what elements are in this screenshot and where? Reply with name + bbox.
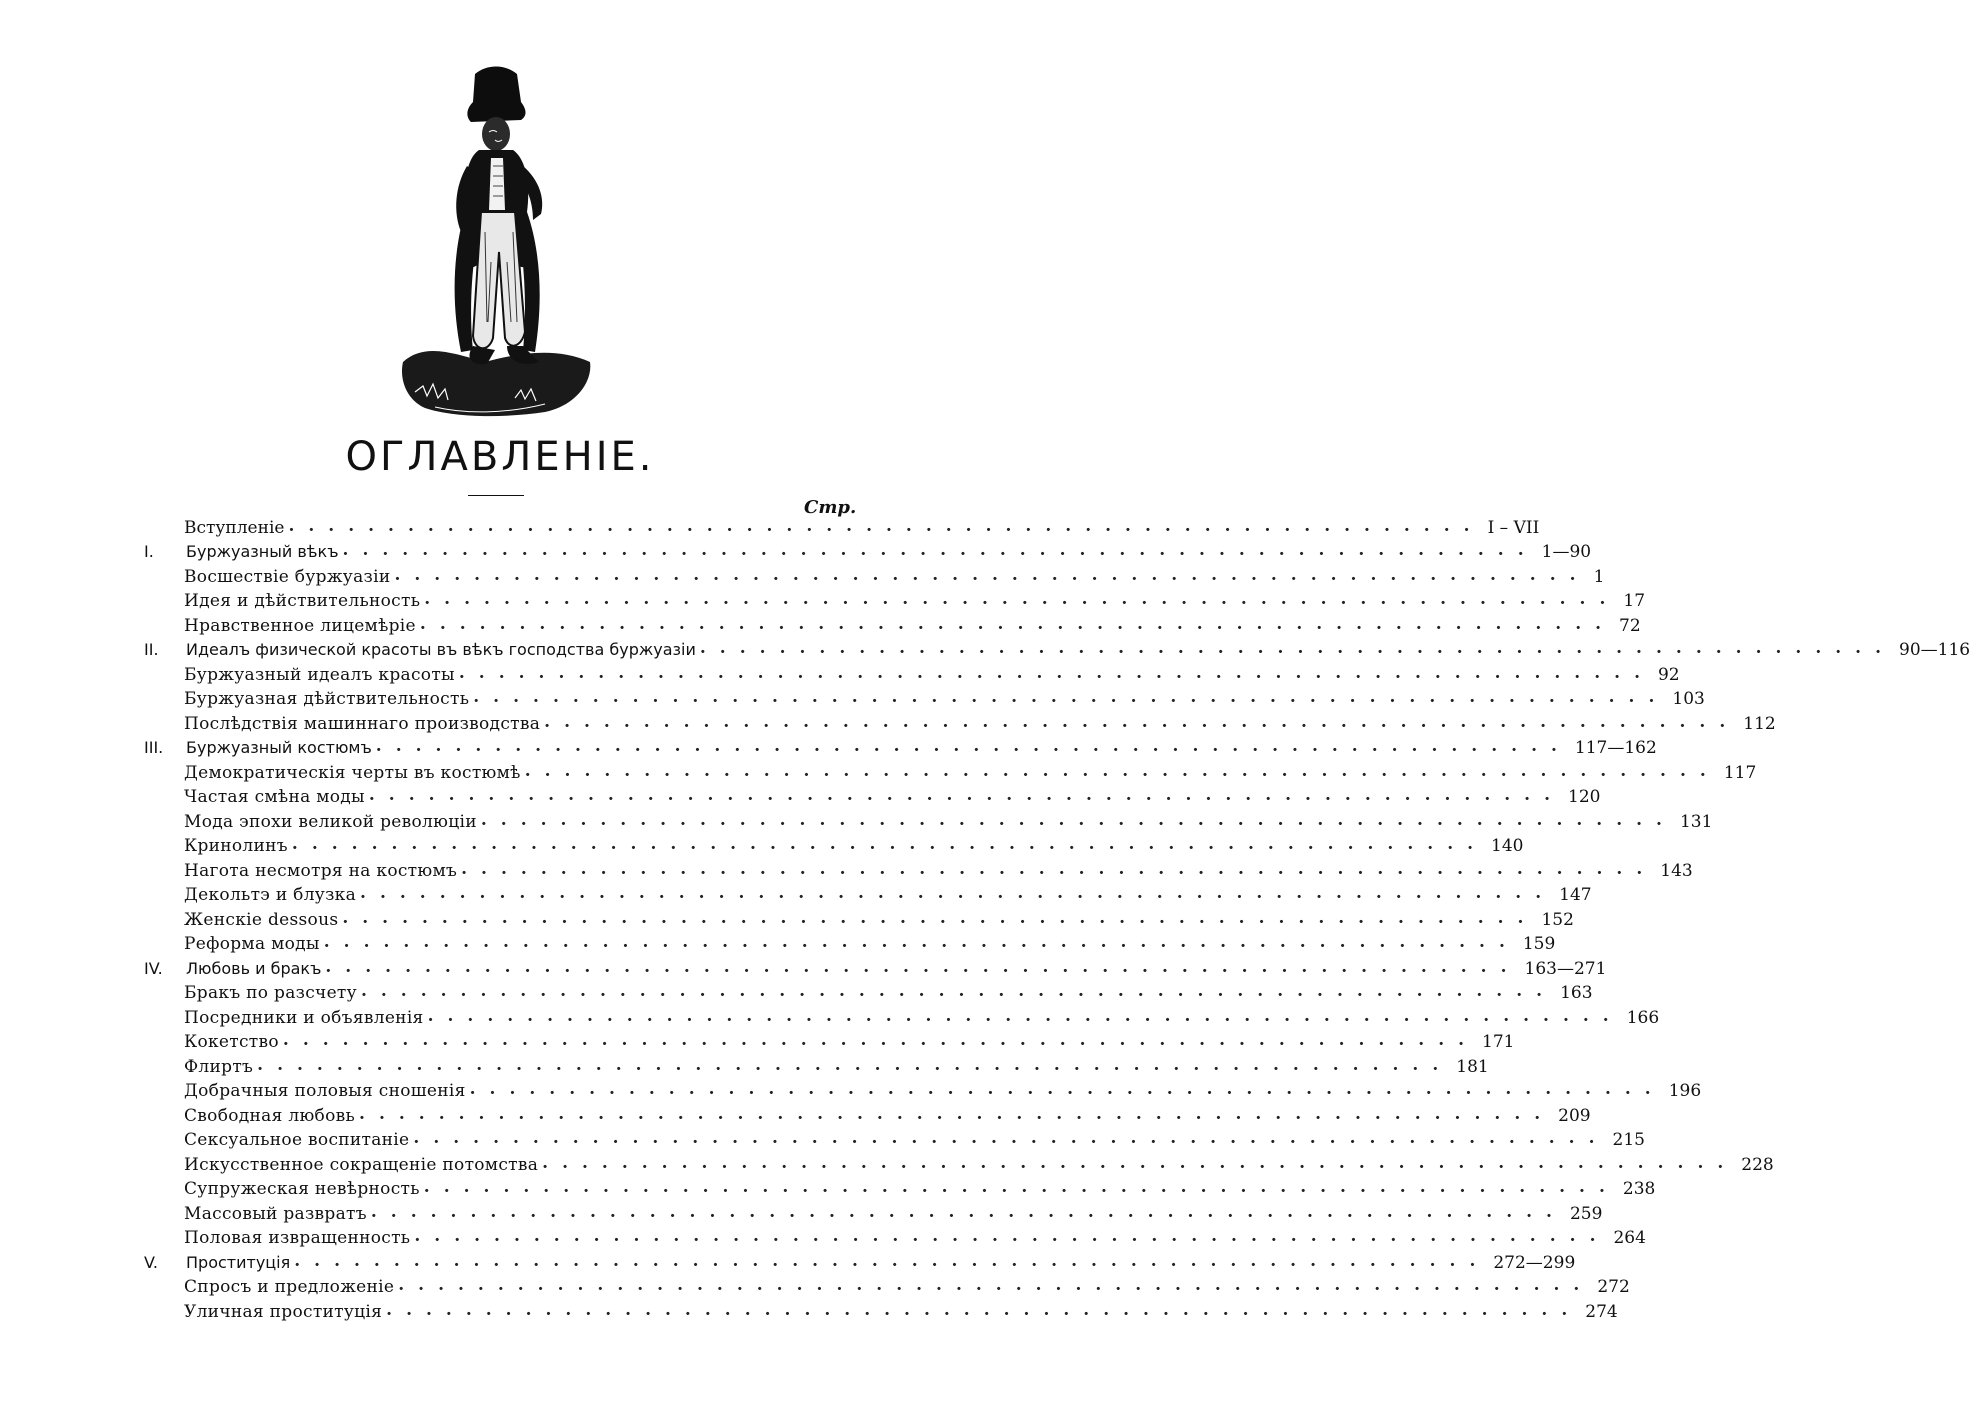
toc-entry-title: Нагота несмотря на костюмъ [140,860,461,882]
toc-entry-title: Бракъ по разсчету [140,982,361,1004]
toc-page-number: 103 [1668,688,1704,710]
dot-leader: ............................................................ [323,932,1519,952]
toc-page-number: 90—116 [1895,639,1970,661]
toc-page-number: 1 [1590,566,1605,588]
page-title: ОГЛАВЛЕНІЕ. [345,434,655,480]
dot-leader: ............................................................ [469,1079,1665,1099]
toc-page-number: 166 [1623,1007,1659,1029]
toc-section-row[interactable] [140,759,1757,784]
toc-section-row[interactable] [140,808,1713,833]
toc-section-row[interactable] [140,1225,1646,1250]
dot-leader: ............................................................ [360,883,1556,903]
toc-section-row[interactable] [140,1274,1630,1299]
toc-entry-title: Нравственное лицемѣріе [140,615,420,637]
toc-entry-title: Идея и дѣйствительность [140,590,424,612]
toc-page-number: 152 [1537,909,1573,931]
dot-leader: ............................................................ [419,613,1616,634]
toc-page-number: 215 [1609,1129,1645,1151]
toc-page-number: 163—271 [1521,958,1607,980]
toc-entry-title: Буржуазный костюмъ [140,737,376,759]
dot-leader: ............................................................ [413,1128,1609,1148]
toc-entry-title: Супружеская невѣрность [140,1178,424,1200]
toc-section-row[interactable] [140,686,1705,711]
toc-entry-title: Послѣдствія машиннаго производства [140,713,544,735]
toc-page-number: 163 [1556,982,1592,1004]
toc-page-number: 274 [1581,1301,1617,1323]
toc-chapter-row[interactable] [140,637,1970,662]
toc-entry-title: Мода эпохи великой революціи [140,811,481,833]
toc-entry-title: Демократическія черты въ костюмѣ [140,762,525,784]
toc-entry-title: Кринолинъ [140,835,292,857]
dot-leader: ............................................................ [398,1275,1594,1295]
dot-leader: ............................................................ [294,1250,1490,1271]
toc-section-row[interactable] [140,1004,1660,1029]
toc-section-row[interactable] [140,882,1592,907]
toc-page-number: 117—162 [1571,737,1657,759]
toc-page-number: 17 [1619,590,1645,612]
toc-page-number: 171 [1478,1031,1514,1053]
dot-leader: ............................................................ [288,515,1484,536]
toc-section-row[interactable] [140,857,1693,882]
toc-section-row[interactable] [140,1151,1774,1176]
dot-leader: ............................................................ [473,687,1669,707]
toc-page-number: 72 [1615,615,1641,637]
toc-page-number: 117 [1720,762,1756,784]
toc-page-number: 143 [1656,860,1692,882]
toc-page-number: 140 [1487,835,1523,857]
toc-entry-title: Искусственное сокращеніе потомства [140,1154,542,1176]
chapter-number: I. [144,542,154,561]
chapter-number: V. [144,1252,158,1272]
dot-leader: ............................................................ [342,907,1538,928]
toc-section-row[interactable] [140,1200,1603,1225]
toc-entry-title: Буржуазный идеалъ красоты [140,664,459,686]
dot-leader: ............................................................ [414,1226,1610,1246]
toc-entry-title: Уличная проституція [140,1301,386,1323]
dot-leader: ............................................................ [480,809,1676,830]
dot-leader: ............................................................ [359,1103,1555,1124]
toc-page-number: 181 [1452,1056,1488,1078]
toc-entry-title: Флиртъ [140,1056,257,1078]
toc-section-row[interactable] [140,588,1646,613]
toc-entry-title: Свободная любовь [140,1105,359,1127]
toc-page-number: 259 [1566,1203,1602,1225]
toc-page-number: 112 [1739,713,1775,735]
dot-leader: ............................................................ [257,1054,1453,1075]
toc-section-row[interactable] [140,784,1601,809]
toc-intro-row[interactable] [140,514,1540,539]
toc-section-row[interactable] [140,1078,1702,1103]
toc-chapter-row[interactable] [140,955,1607,980]
toc-page-number: 1—90 [1538,541,1591,563]
chapter-number: III. [144,738,164,757]
toc-entry-title: Буржуазный вѣкъ [140,541,343,563]
dot-leader: ............................................................ [368,785,1564,805]
dot-leader: ............................................................ [424,589,1620,609]
toc-entry-title: Сексуальное воспитаніе [140,1129,413,1151]
toc-section-row[interactable] [140,1053,1489,1078]
dot-leader: ............................................................ [342,540,1538,560]
toc-entry-title: Идеалъ физической красоты въ вѣкъ господства буржуазіи [140,639,700,661]
toc-section-row[interactable] [140,710,1776,735]
toc-section-row[interactable] [140,931,1556,956]
toc-page-number: 92 [1654,664,1680,686]
toc-page-number: 131 [1676,811,1712,833]
page-column-header: Стр. [804,497,857,518]
toc-section-row[interactable] [140,1102,1591,1127]
dot-leader: ............................................................ [427,1005,1623,1026]
dot-leader: ............................................................ [325,956,1521,977]
toc-page-number: 196 [1665,1080,1701,1102]
dot-leader: ............................................................ [370,1201,1566,1222]
toc-page-number: 238 [1619,1178,1655,1200]
toc-page-number: I – VII [1484,517,1540,539]
toc-section-row[interactable] [140,833,1524,858]
dot-leader: ............................................................ [360,981,1557,1001]
toc-entry-title: Добрачныя половыя сношенія [140,1080,470,1102]
dot-leader: ............................................................ [282,1030,1479,1050]
dot-leader: ............................................................ [544,711,1740,732]
toc-page-number: 264 [1609,1227,1645,1249]
dot-leader: ............................................................ [524,760,1720,781]
toc-section-row[interactable] [140,906,1574,931]
toc-entry-title: Декольтэ и блузка [140,884,360,906]
toc-section-row[interactable] [140,980,1593,1005]
toc-page-number: 228 [1737,1154,1773,1176]
toc-section-row[interactable] [140,563,1605,588]
dot-leader: ............................................................ [542,1152,1738,1173]
dot-leader: ............................................................ [458,662,1654,683]
toc-entry-title: Частая смѣна моды [140,786,369,808]
toc-entry-title: Массовый развратъ [140,1203,371,1225]
figure-illustration [395,62,595,422]
dot-leader: ............................................................ [699,638,1895,658]
toc-page-number: 159 [1519,933,1555,955]
toc-page-number: 272—299 [1489,1252,1575,1274]
dot-leader: ............................................................ [423,1177,1619,1197]
toc-section-row[interactable] [140,612,1641,637]
toc-entry-title: Восшествіе буржуазіи [140,566,394,588]
toc-entry-title: Посредники и объявленія [140,1007,428,1029]
title-divider [468,495,524,496]
dot-leader: ............................................................ [394,564,1590,585]
toc-section-row[interactable] [140,1298,1618,1323]
dot-leader: ............................................................ [375,736,1571,756]
toc-entry-title: Буржуазная дѣйствительность [140,688,473,710]
toc-page-number: 120 [1564,786,1600,808]
table-of-contents [140,514,1970,1323]
chapter-number: IV. [144,958,163,978]
toc-page-number: 209 [1554,1105,1590,1127]
toc-page-number: 147 [1555,884,1591,906]
toc-chapter-row[interactable] [140,735,1657,760]
toc-page-number: 272 [1593,1276,1629,1298]
toc-chapter-row[interactable] [140,539,1592,564]
toc-entry-title: Женскіе dessous [140,909,342,931]
chapter-number: II. [144,640,159,659]
toc-chapter-row[interactable] [140,1249,1576,1274]
dot-leader: ............................................................ [291,834,1488,854]
toc-entry-title: Вступленіе [140,517,288,539]
dot-leader: ............................................................ [461,858,1657,879]
toc-entry-title: Проституція [140,1252,294,1274]
toc-entry-title: Реформа моды [140,933,324,955]
toc-entry-title: Кокетство [140,1031,283,1053]
toc-section-row[interactable] [140,1176,1656,1201]
toc-section-row[interactable] [140,1029,1515,1054]
dot-leader: ............................................................ [386,1299,1582,1320]
toc-entry-title: Любовь и бракъ [140,958,325,980]
toc-entry-title: Половая извращенность [140,1227,414,1249]
toc-section-row[interactable] [140,661,1680,686]
toc-entry-title: Спросъ и предложеніе [140,1276,398,1298]
toc-section-row[interactable] [140,1127,1645,1152]
